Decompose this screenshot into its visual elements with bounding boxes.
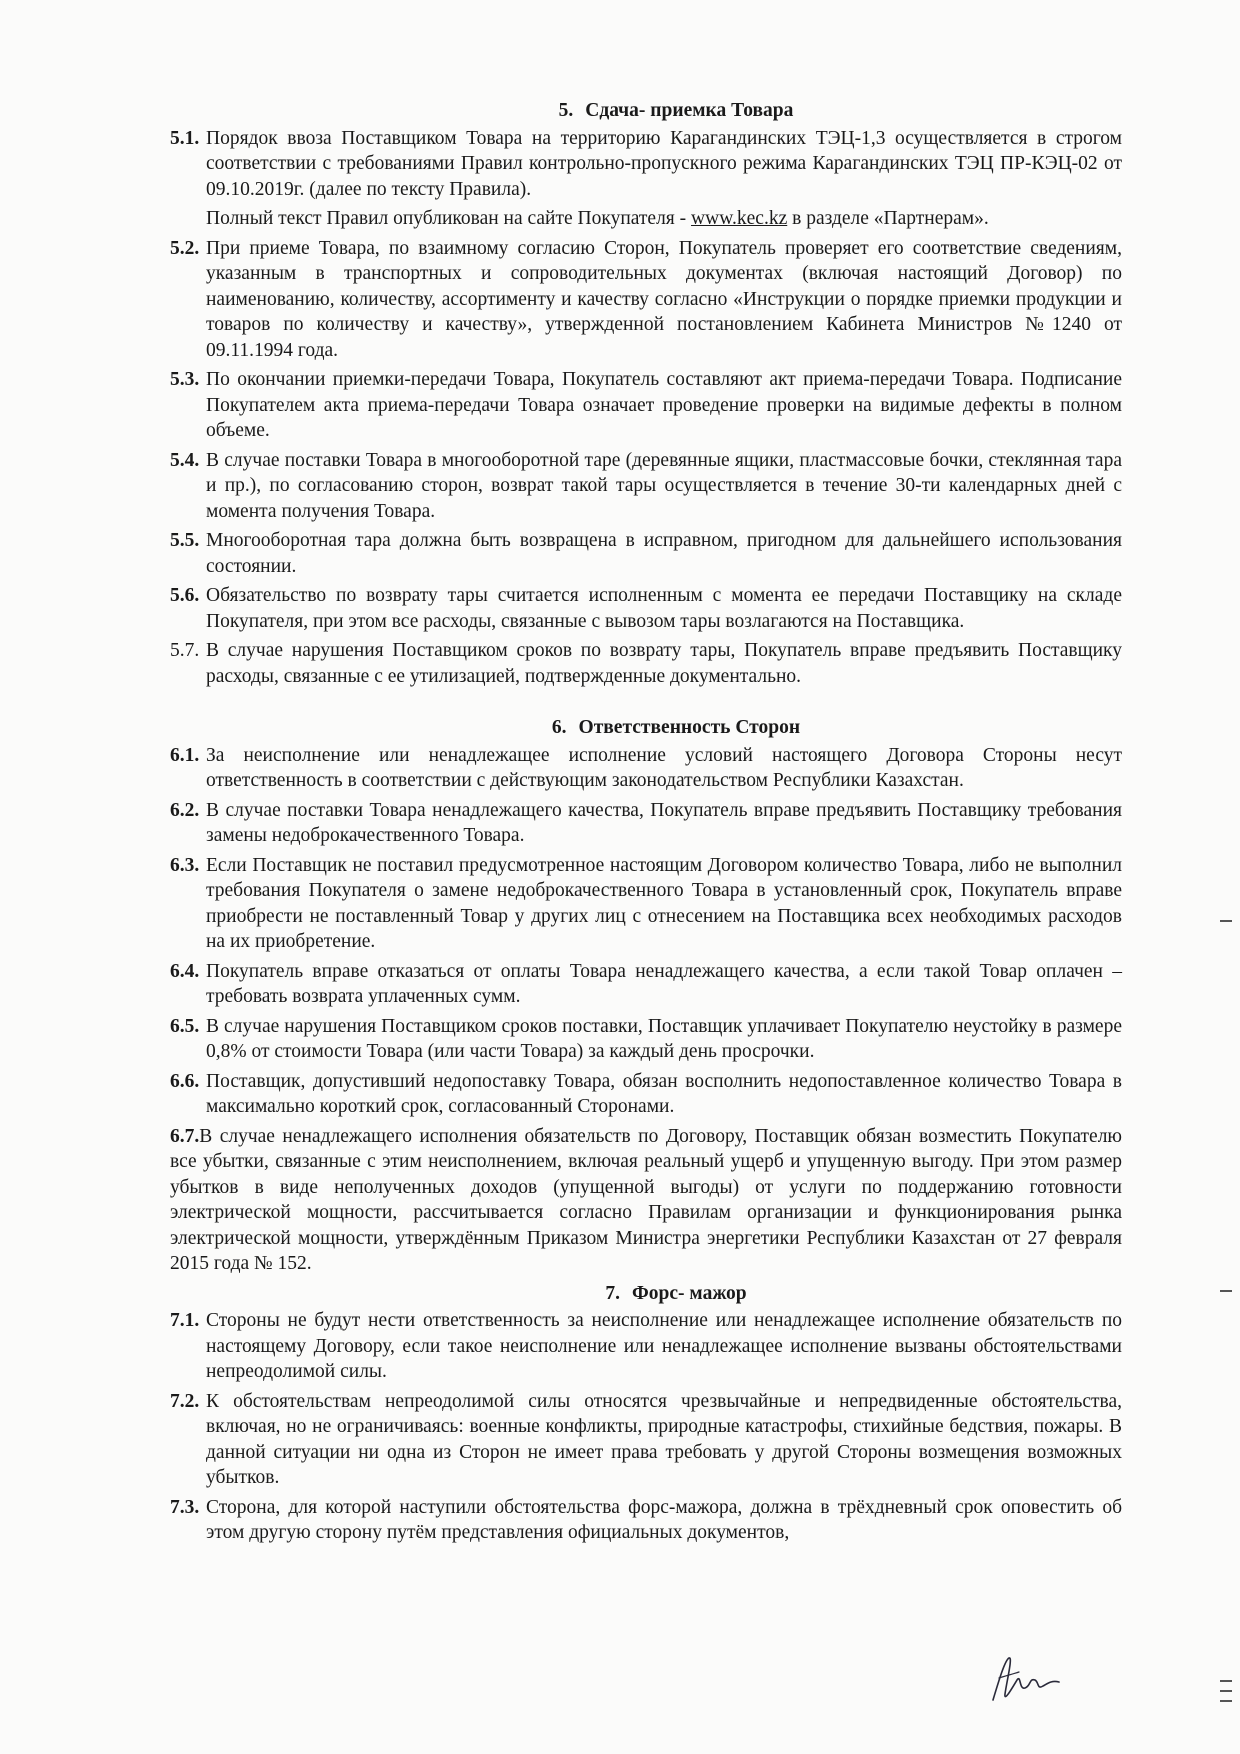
clause-text: Если Поставщик не поставил предусмотренное настоящим Договором количество Товара, либо не выполнил требования Покупателя о замене недоброкачественного Товара в установленный срок, Покупатель вправе приобрести не поставленный Товар у других лиц с отнесением на Поставщика всех необходимых расходов на их приобретение. bbox=[206, 854, 1122, 952]
section-heading: Форс- мажор bbox=[632, 1282, 747, 1304]
clause-5-1 bbox=[170, 126, 1122, 203]
clause-5-5 bbox=[170, 528, 1122, 579]
clause-number: 6.7. bbox=[170, 1125, 200, 1147]
clause-number: 7.3. bbox=[170, 1496, 200, 1518]
clause-7-3 bbox=[170, 1495, 1122, 1546]
clause-5-3 bbox=[170, 367, 1122, 444]
rules-publication-note bbox=[206, 206, 1122, 232]
clause-number: 6.2. bbox=[170, 799, 200, 821]
clause-text: При приеме Товара, по взаимному согласию Сторон, Покупатель проверяет его соответствие сведениям, указанным в транспортных и сопроводительных документах (включая настоящий Договор) по наименованию, количеству, ассортименту и качеству согласно «Инструкции о порядке приемки продукции и товаров по количеству и качеству», утвержденной постановлением Кабинета Министров №1240 от 09.11.1994 года. bbox=[206, 237, 1122, 361]
clause-7-2 bbox=[170, 1389, 1122, 1491]
section-heading: Ответственность Сторон bbox=[578, 717, 801, 738]
clause-number: 5.5. bbox=[170, 530, 200, 551]
clause-number: 6.3. bbox=[170, 854, 200, 876]
clause-text: За неисполнение или ненадлежащее исполнение условий настоящего Договора Стороны несут ответственность в соответствии с действующим законодательством Республики Казахстан. bbox=[206, 744, 1122, 791]
clause-number: 5.4. bbox=[170, 449, 200, 471]
clause-number: 6.1. bbox=[170, 744, 200, 766]
clause-number: 7.1. bbox=[170, 1310, 200, 1331]
clause-6-6 bbox=[170, 1069, 1122, 1120]
clause-number: 6.5. bbox=[170, 1015, 200, 1037]
clause-number: 5.3. bbox=[170, 369, 200, 390]
section-7-title bbox=[170, 1281, 1122, 1307]
clause-text: Порядок ввоза Поставщиком Товара на территорию Карагандинских ТЭЦ-1,3 осуществляется в строгом соответствии с требованиями Правил контрольно-пропускного режима Карагандинских ТЭЦ ПР-КЭЦ-02 от 09.10.2019г. (далее по тексту Правила). bbox=[206, 127, 1122, 200]
clause-7-1 bbox=[170, 1308, 1122, 1385]
note-text: Полный текст Правил опубликован на сайте Покупателя - bbox=[206, 208, 692, 229]
clause-6-4 bbox=[170, 959, 1122, 1010]
clause-text: В случае ненадлежащего исполнения обязательств по Договору, Поставщик обязан возместить Покупателю все убытки, связанные с этим неисполнением, включая реальный ущерб и упущенную выгоду. При этом размер убытков в виде неполученных доходов (упущенной выгоды) от услуги по поддержанию готовности электрической мощности, рассчитывается согласно Правилам организации и функционирования рынка электрической мощности, утверждённым Приказом Министра энергетики Республики Казахстан от 27 февраля 2015 года № 152. bbox=[170, 1125, 1122, 1274]
clause-text: Сторона, для которой наступили обстоятельства форс-мажора, должна в трёхдневный срок оповестить об этом другую сторону путём представления официальных документов, bbox=[206, 1496, 1122, 1543]
clause-text: Многооборотная тара должна быть возвращена в исправном, пригодном для дальнейшего использования состоянии. bbox=[206, 530, 1122, 577]
section-number: 7. bbox=[605, 1282, 621, 1304]
document-body bbox=[170, 98, 1122, 1550]
clause-6-3 bbox=[170, 853, 1122, 955]
clause-5-6 bbox=[170, 583, 1122, 634]
clause-number: 7.2. bbox=[170, 1390, 200, 1412]
section-heading: Сдача- приемка Товара bbox=[585, 100, 794, 121]
clause-text: В случае поставки Товара ненадлежащего качества, Покупатель вправе предъявить Поставщику требования замены недоброкачественного Товара. bbox=[206, 799, 1122, 846]
clause-text: Стороны не будут нести ответственность за неисполнение или ненадлежащее исполнение обязательств по настоящему Договору, если такое неисполнение или ненадлежащее исполнение вызваны обстоятельствами непреодолимой силы. bbox=[206, 1310, 1122, 1382]
section-number: 6. bbox=[551, 717, 567, 738]
section-number: 5. bbox=[558, 100, 574, 121]
section-6-title bbox=[170, 715, 1122, 741]
clause-number: 5.1. bbox=[170, 127, 200, 149]
clause-5-7 bbox=[170, 638, 1122, 689]
clause-text: Поставщик, допустивший недопоставку Товара, обязан восполнить недопоставленное количество Товара в максимально короткий срок, согласованный Сторонами. bbox=[206, 1070, 1122, 1117]
clause-text: К обстоятельствам непреодолимой силы относятся чрезвычайные и непредвиденные обстоятельства, включая, но не ограничиваясь: военные конфликты, природные катастрофы, стихийные бедствия, пожары. В данной ситуации ни одна из Сторон не имеет права требовать у другой Стороны возмещения возможных убытков. bbox=[206, 1390, 1122, 1488]
note-text-end: в разделе «Партнерам». bbox=[787, 208, 989, 229]
scan-margin-marks bbox=[1218, 920, 1232, 1720]
clause-6-7 bbox=[170, 1124, 1122, 1277]
clause-text: В случае нарушения Поставщиком сроков по возврату тары, Покупатель вправе предъявить Поставщику расходы, связанные с ее утилизацией, подтвержденные документально. bbox=[206, 640, 1122, 687]
clause-number: 5.2. bbox=[170, 237, 200, 259]
clause-text: В случае нарушения Поставщиком сроков поставки, Поставщик уплачивает Покупателю неустойку в размере 0,8% от стоимости Товара (или части Товара) за каждый день просрочки. bbox=[206, 1015, 1122, 1062]
spacer bbox=[170, 693, 1122, 715]
clause-number: 6.6. bbox=[170, 1070, 200, 1092]
clause-6-1 bbox=[170, 743, 1122, 794]
clause-number: 5.7. bbox=[170, 640, 200, 661]
clause-text: По окончании приемки-передачи Товара, Покупатель составляют акт приема-передачи Товара. Подписание Покупателем акта приема-передачи Товара означает проведение проверки на видимые дефекты в полном объеме. bbox=[206, 369, 1122, 441]
clause-number: 5.6. bbox=[170, 585, 200, 606]
clause-6-5 bbox=[170, 1014, 1122, 1065]
clause-text: Обязательство по возврату тары считается исполненным с момента ее передачи Поставщику на складе Покупателя, при этом все расходы, связанные с вывозом тары возлагаются на Поставщика. bbox=[206, 585, 1122, 632]
website-link[interactable]: www.kec.kz bbox=[691, 208, 788, 229]
clause-number: 6.4. bbox=[170, 960, 200, 982]
clause-text: Покупатель вправе отказаться от оплаты Товара ненадлежащего качества, а если такой Товар оплачен – требовать возврата уплаченных сумм. bbox=[206, 960, 1122, 1007]
clause-6-2 bbox=[170, 798, 1122, 849]
section-5-title bbox=[170, 98, 1122, 124]
handwritten-signature bbox=[985, 1650, 1065, 1710]
clause-5-4 bbox=[170, 448, 1122, 525]
clause-5-2 bbox=[170, 236, 1122, 364]
clause-text: В случае поставки Товара в многооборотной таре (деревянные ящики, пластмассовые бочки, стеклянная тара и пр.), по согласованию сторон, возврат такой тары осуществляется в течение 30-ти календарных дней с момента получения Товара. bbox=[206, 449, 1122, 522]
